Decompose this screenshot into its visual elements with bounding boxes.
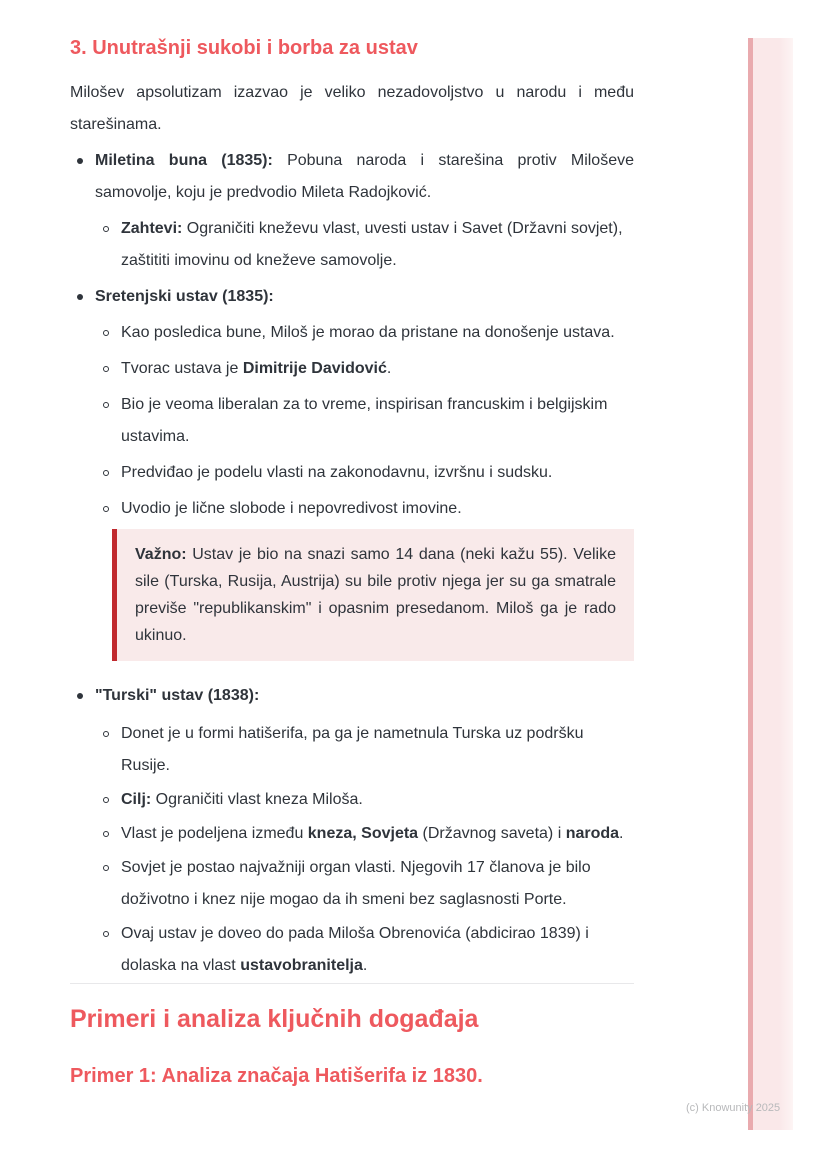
hollow-bullet-icon [103, 865, 109, 871]
bold-text-run: ustavobranitelja [240, 957, 363, 974]
intro-paragraph [70, 77, 634, 141]
list-item [70, 281, 634, 313]
text-run: . [362, 957, 368, 974]
text-run: Ograničiti kneževu vlast, uvesti ustav i Savet (Državni sovjet), zaštititi imovinu od kneževe samovolje. [121, 220, 623, 269]
list-item-text [95, 288, 274, 305]
hollow-bullet-icon [103, 931, 109, 937]
text-run: Sovjet je postao najvažniji organ vlasti. Njegovih 17 članova je bilo doživotno i knez nije mogao da ih smeni bez saglasnosti Porte. [121, 859, 591, 908]
list-item-text [121, 324, 615, 341]
text-run: Ograničiti vlast kneza Miloša. [151, 791, 363, 808]
turski-ustav-list [70, 680, 634, 982]
bold-text-run: kneza, [307, 825, 357, 842]
bold-text-run: Dimitrije Davidović [242, 360, 387, 377]
hollow-bullet-icon [103, 831, 109, 837]
list-item [70, 353, 634, 385]
hollow-bullet-icon [103, 330, 109, 336]
list-item-text [121, 464, 552, 481]
text-run: Donet je u formi hatišerifa, pa ga je nametnula Turska uz podršku Rusije. [121, 725, 584, 774]
list-item [70, 145, 634, 209]
bullet-icon [77, 158, 83, 164]
bold-text-run: Sovjeta [361, 825, 419, 842]
list-item [70, 852, 634, 916]
hollow-bullet-icon [103, 226, 109, 232]
text-run: Kao posledica bune, Miloš je morao da pristane na donošenje ustava. [121, 324, 615, 341]
bold-text-run: Cilj: [121, 791, 152, 808]
bold-text-run: Miletina buna (1835): [95, 152, 273, 169]
text-run: Uvodio je lične slobode i nepovredivost imovine. [121, 500, 462, 517]
list-item-text [121, 396, 607, 445]
hollow-bullet-icon [103, 402, 109, 408]
hollow-bullet-icon [103, 366, 109, 372]
bold-text-run: Važno: [135, 546, 187, 563]
list-item-text [95, 687, 259, 704]
text-run: (Državnog saveta) i [418, 825, 566, 842]
bullet-icon [77, 294, 83, 300]
list-item [70, 718, 634, 782]
hollow-bullet-icon [103, 731, 109, 737]
text-run: Predviđao je podelu vlasti na zakonodavnu, izvršnu i sudsku. [121, 464, 553, 481]
list-item [70, 457, 634, 489]
list-item-text [121, 500, 462, 517]
text-run: Ovaj ustav je doveo do pada Miloša Obrenovića (abdicirao 1839) i dolaska na vlast [121, 925, 589, 974]
text-run: Ustav je bio na snazi samo 14 dana (neki kažu 55). Velike sile (Turska, Rusija, Austrija) su bile protiv njega jer su ga smatrale previše "republikanskim" i opasnim presedanom. Miloš ga je rado ukinuo. [135, 546, 616, 644]
bold-text-run: "Turski" ustav (1838): [95, 687, 260, 704]
text-run: . [619, 825, 624, 842]
list-item-text [121, 360, 391, 377]
list-item [70, 317, 634, 349]
text-run: Milošev apsolutizam izazvao je veliko nezadovoljstvo u narodu i među starešinama. [70, 84, 634, 133]
list-item [70, 918, 634, 982]
bold-text-run: Zahtevi: [121, 220, 183, 237]
list-item-text [121, 825, 623, 842]
page-edge-bar-strip [748, 38, 753, 1130]
list-item-text [95, 152, 634, 201]
text-run: Bio je veoma liberalan za to vreme, inspirisan francuskim i belgijskim ustavima. [121, 396, 608, 445]
hollow-bullet-icon [103, 470, 109, 476]
list-item-text [121, 725, 583, 774]
section-divider [70, 983, 634, 984]
list-item-text [121, 859, 591, 908]
text-run: Vlast je podeljena između [121, 825, 308, 842]
vazno-callout [112, 529, 634, 661]
list-item-text [121, 220, 623, 269]
conflicts-list [70, 145, 634, 525]
list-item [70, 818, 634, 850]
bold-text-run: Sretenjski ustav (1835): [95, 288, 274, 305]
list-item-text [121, 791, 363, 808]
copyright-watermark: (c) Knowunity 2025 [686, 1102, 781, 1114]
list-item [70, 784, 634, 816]
list-item [70, 213, 634, 277]
bold-text-run: naroda [565, 825, 620, 842]
list-item [70, 389, 634, 453]
page-heading-primeri: Primeri i analiza ključnih događaja [70, 1005, 479, 1033]
text-run: Tvorac ustava je [121, 360, 243, 377]
page-edge-bar-fill [753, 38, 793, 1130]
list-item [70, 493, 634, 525]
section-heading-unutrasnji-sukobi: 3. Unutrašnji sukobi i borba za ustav [70, 37, 418, 59]
text-run: Pobuna naroda i starešina protiv Miloševe samovolje, koju je predvodio Mileta Radojković. [95, 152, 635, 201]
list-item-text [121, 925, 589, 974]
hollow-bullet-icon [103, 506, 109, 512]
list-item [70, 680, 634, 712]
hollow-bullet-icon [103, 797, 109, 803]
subsection-heading-primer-1: Primer 1: Analiza značaja Hatišerifa iz 1830. [70, 1065, 483, 1087]
bullet-icon [77, 693, 83, 699]
text-run: . [386, 360, 392, 377]
